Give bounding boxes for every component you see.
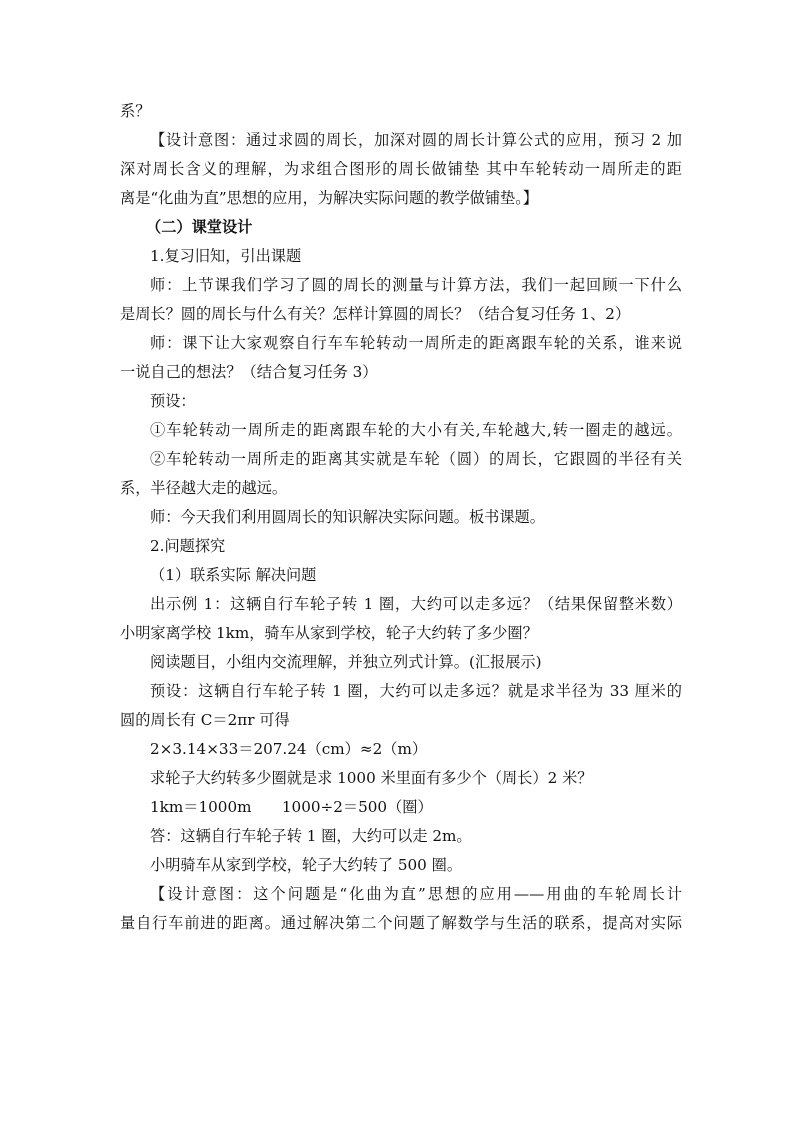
text-line: 一说自己的想法？（结合复习任务 3） <box>120 363 378 381</box>
text-line: 求轮子大约转多少圈就是求 1000 米里面有多少个（周长）2 米？ <box>150 769 593 787</box>
text-line: 小明骑车从家到学校，轮子大约转了 500 圈。 <box>150 856 463 874</box>
text-line: 师：今天我们利用圆周长的知识解决实际问题。板书课题。 <box>150 508 545 526</box>
text-line: 阅读题目，小组内交流理解，并独立列式计算。(汇报展示) <box>150 653 542 671</box>
document-body <box>120 97 682 938</box>
text-line: 系，半径越大走的越远。 <box>120 479 288 497</box>
text-line: 2×3.14×33＝207.24（cm）≈2（m） <box>150 740 428 758</box>
text-line: 预设：这辆自行车轮子转 1 圈，大约可以走多远？就是求半径为 33 厘米的 <box>150 682 682 700</box>
text-line: 是周长？圆的周长与什么有关？怎样计算圆的周长？（结合复习任务 1、2） <box>120 305 631 323</box>
text-line: （二）课堂设计 <box>146 218 253 236</box>
text-line: 【设计意图：通过求圆的周长，加深对圆的周长计算公式的应用，预习 2 加 <box>150 131 682 149</box>
text-line: ②车轮转动一周所走的距离其实就是车轮（圆）的周长，它跟圆的半径有关 <box>150 450 682 468</box>
text-line: 出示例 1：这辆自行车轮子转 1 圈，大约可以走多远？（结果保留整米数） <box>150 595 682 613</box>
text-line: 圆的周长有 C＝2πr 可得 <box>120 711 290 729</box>
text-line: 2.问题探究 <box>150 537 226 555</box>
text-line: 深对周长含义的理解，为求组合图形的周长做铺垫 其中车轮转动一周所走的距 <box>120 160 682 178</box>
text-line: 小明家离学校 1km，骑车从家到学校，轮子大约转了多少圈？ <box>120 624 538 642</box>
text-line: 答：这辆自行车轮子转 1 圈，大约可以走 2m。 <box>150 827 472 845</box>
text-line: （1）联系实际 解决问题 <box>150 566 317 584</box>
text-line: ①车轮转动一周所走的距离跟车轮的大小有关,车轮越大,转一圈走的越远。 <box>150 421 682 439</box>
text-line: 预设： <box>150 392 196 410</box>
text-line: 1km＝1000m 1000÷2＝500（圈） <box>150 798 433 816</box>
text-line: 量自行车前进的距离。通过解决第二个问题了解数学与生活的联系，提高对实际 <box>120 914 682 932</box>
text-line: 离是“化曲为直”思想的应用，为解决实际问题的教学做铺垫。】 <box>120 189 538 207</box>
text-line: 师：课下让大家观察自行车车轮转动一周所走的距离跟车轮的关系，谁来说 <box>150 334 682 352</box>
text-line: 师：上节课我们学习了圆的周长的测量与计算方法，我们一起回顾一下什么 <box>150 276 682 294</box>
text-line: 1.复习旧知，引出课题 <box>150 247 302 265</box>
text-line: 系？ <box>120 102 151 120</box>
text-line: 【设计意图：这个问题是“化曲为直”思想的应用——用曲的车轮周长计 <box>150 885 682 903</box>
